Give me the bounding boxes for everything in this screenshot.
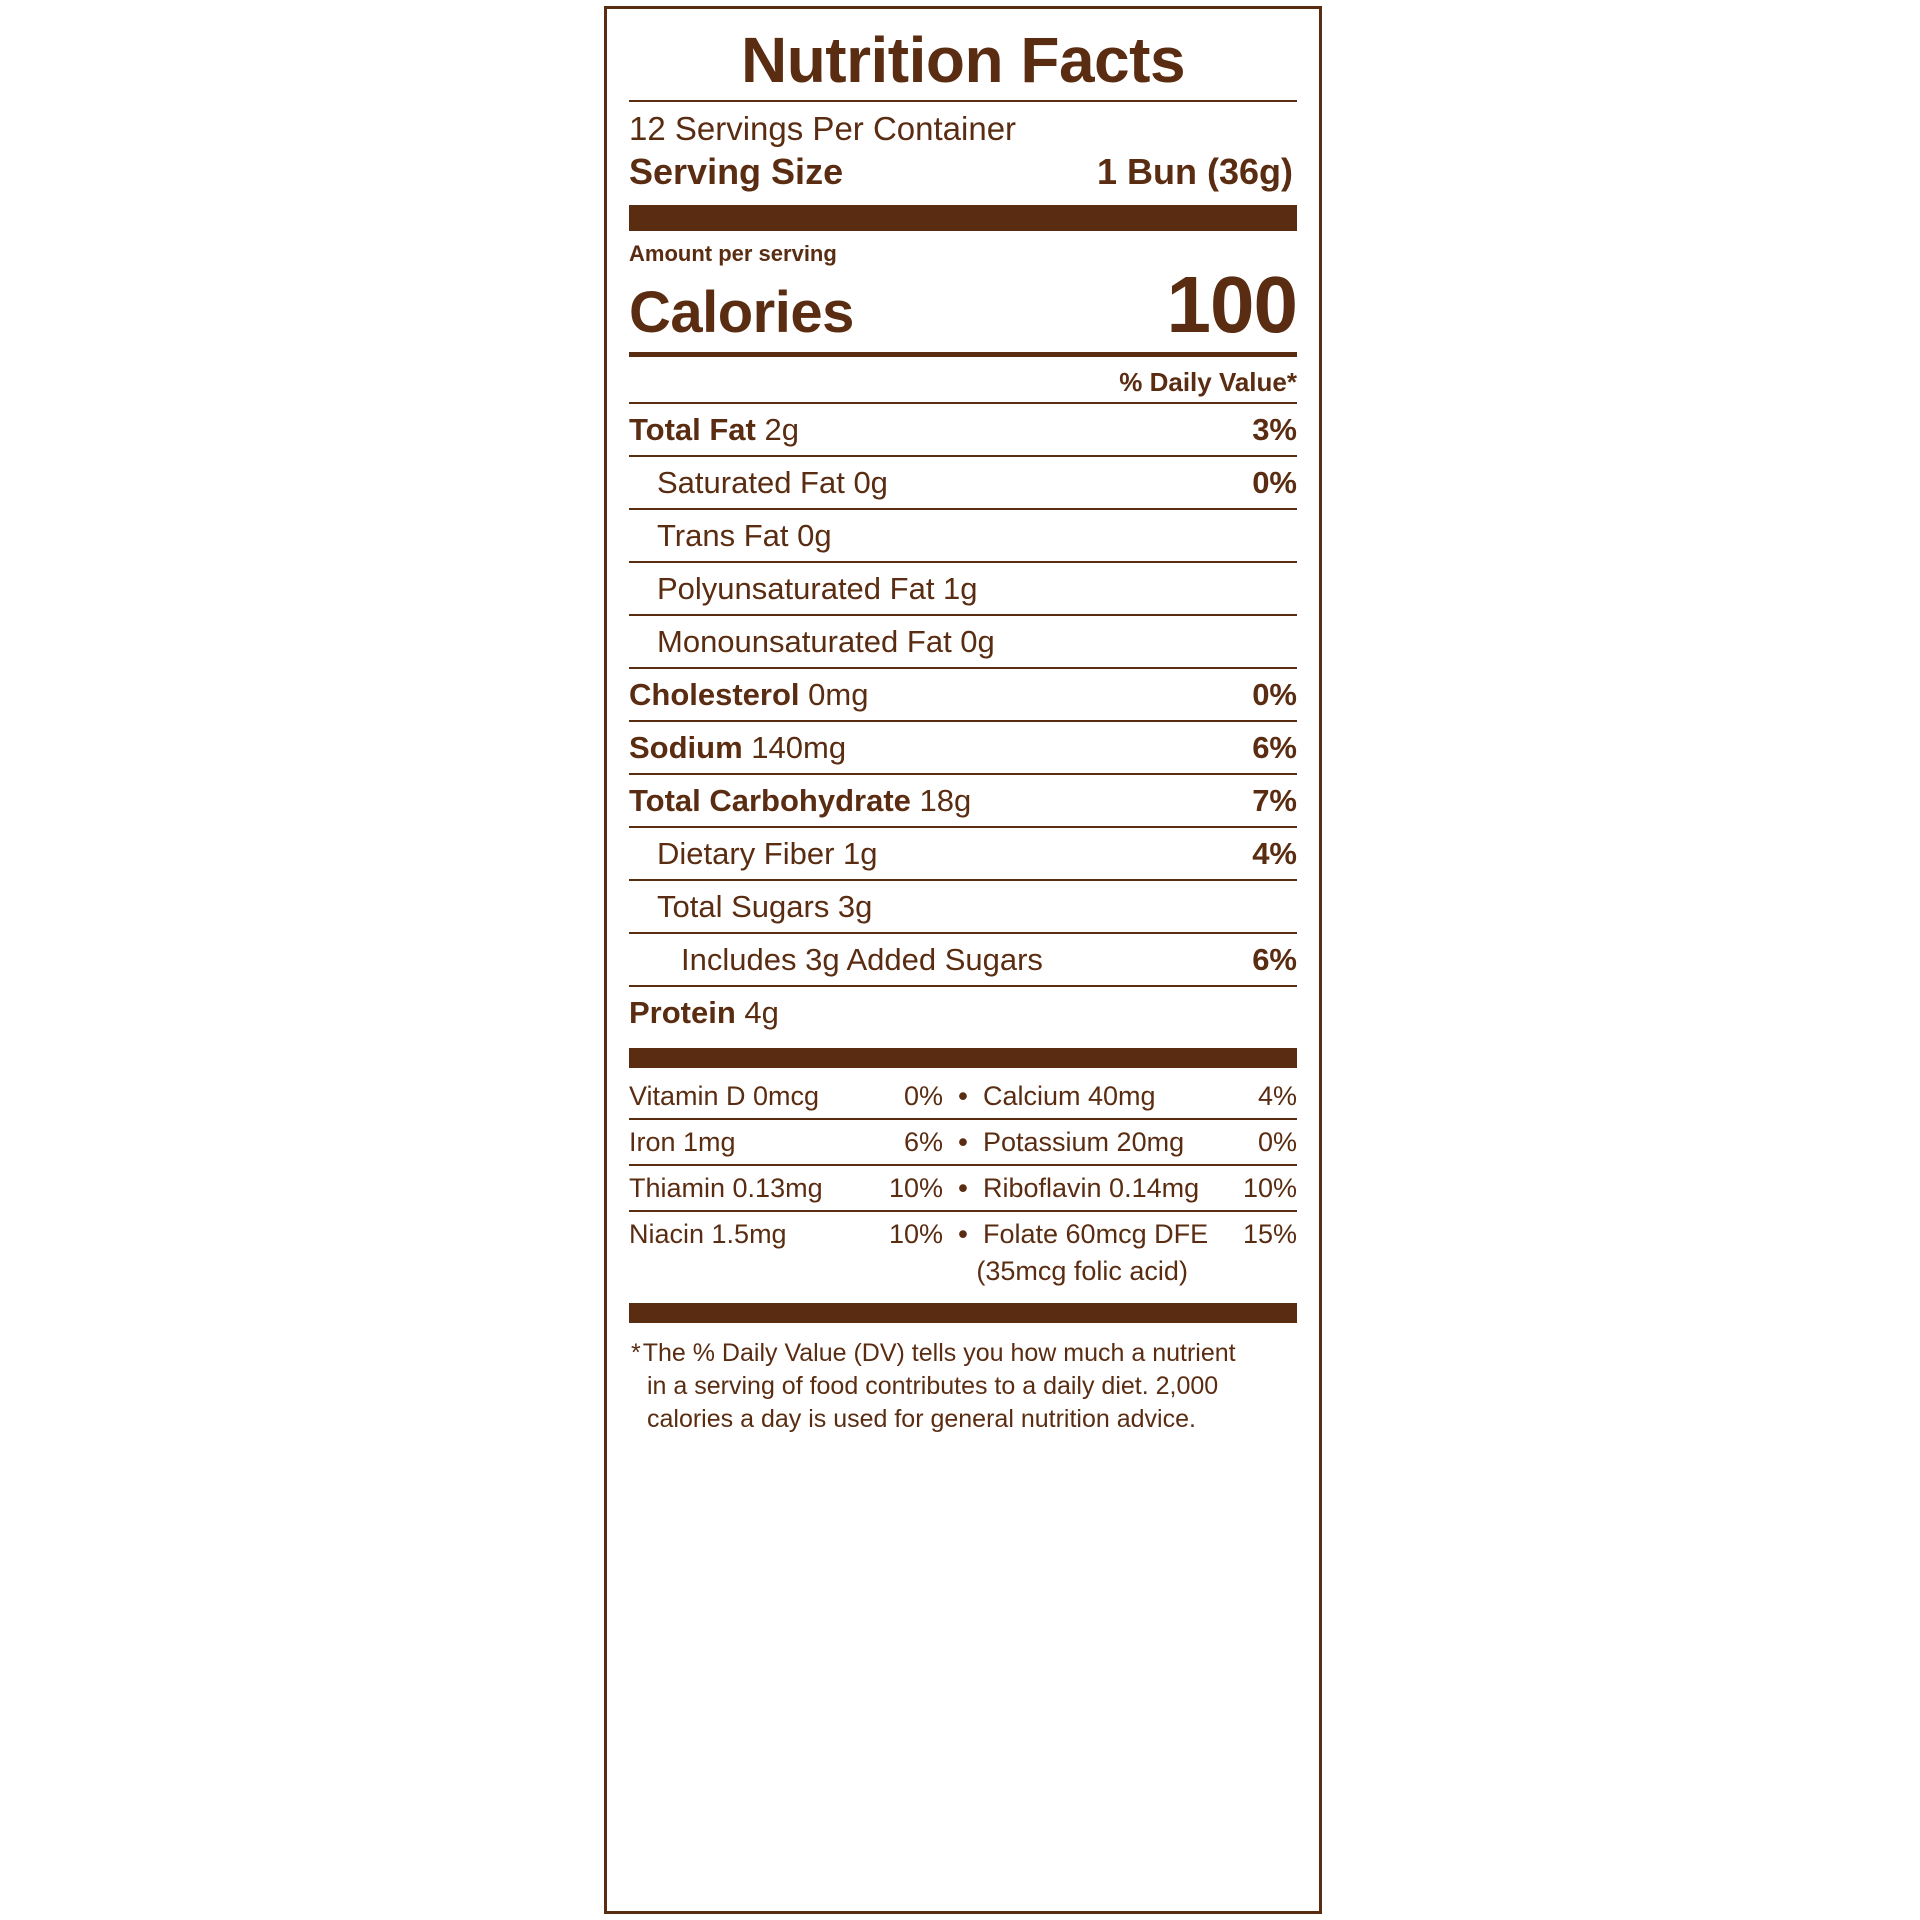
divider-thick-vitamins <box>629 1048 1297 1068</box>
row-total-fat-amount: 2g <box>755 412 799 448</box>
calories-label: Calories <box>629 280 854 346</box>
folate-subtext: (35mcg folic acid) <box>976 1256 1188 1287</box>
row-cholesterol <box>629 667 1297 720</box>
row-dietary-fiber-label: Dietary Fiber 1g <box>657 836 878 872</box>
row-sodium-name: Sodium <box>629 730 743 766</box>
divider-under-calories <box>629 352 1297 357</box>
row-saturated-fat-label: Saturated Fat 0g <box>657 465 888 501</box>
folate-name: Folate 60mcg DFE <box>983 1219 1209 1250</box>
row-sodium-label <box>629 730 846 766</box>
vitamin-d-dv: 0% <box>903 1081 943 1112</box>
divider-under-title <box>629 100 1297 102</box>
row-total-carbohydrate-dv: 7% <box>1252 783 1297 819</box>
row-saturated-fat <box>629 455 1297 508</box>
thiamin-name: Thiamin 0.13mg <box>629 1173 823 1204</box>
vitamin-cell-folate <box>973 1219 1297 1250</box>
folate-dv: 15% <box>1242 1219 1297 1250</box>
row-cholesterol-amount: 0mg <box>799 677 869 713</box>
row-total-carbohydrate-label <box>629 783 971 819</box>
row-trans-fat-label: Trans Fat 0g <box>657 518 832 554</box>
row-cholesterol-dv: 0% <box>1252 677 1297 713</box>
iron-dv: 6% <box>903 1127 943 1158</box>
thiamin-dv: 10% <box>888 1173 943 1204</box>
row-added-sugars-dv: 6% <box>1252 942 1297 978</box>
iron-name: Iron 1mg <box>629 1127 736 1158</box>
vitamin-cell-thiamin <box>629 1173 953 1204</box>
row-added-sugars <box>629 932 1297 985</box>
divider-thick-footnote <box>629 1303 1297 1323</box>
row-sodium <box>629 720 1297 773</box>
vitamin-cell-calcium <box>973 1081 1297 1112</box>
row-dietary-fiber-dv: 4% <box>1252 836 1297 872</box>
row-total-sugars-label: Total Sugars 3g <box>657 889 873 925</box>
row-total-carbohydrate-name: Total Carbohydrate <box>629 783 911 819</box>
vitamin-cell-niacin <box>629 1219 953 1250</box>
footnote <box>629 1329 1297 1436</box>
row-added-sugars-label: Includes 3g Added Sugars <box>681 942 1043 978</box>
footnote-line-3: calories a day is used for general nutrition advice. <box>647 1405 1196 1434</box>
row-total-fat-dv: 3% <box>1252 412 1297 448</box>
servings-per-container: 12 Servings Per Container <box>629 110 1017 148</box>
vitamin-d-name: Vitamin D 0mcg <box>629 1081 820 1112</box>
vitamin-row-2 <box>629 1118 1297 1164</box>
row-polyunsaturated-fat-label: Polyunsaturated Fat 1g <box>657 571 978 607</box>
row-total-carbohydrate-amount: 18g <box>910 783 972 819</box>
row-cholesterol-label <box>629 677 868 713</box>
vitamin-row-4 <box>629 1210 1297 1256</box>
riboflavin-dv: 10% <box>1242 1173 1297 1204</box>
row-cholesterol-name: Cholesterol <box>629 677 800 713</box>
calcium-dv: 4% <box>1257 1081 1297 1112</box>
footnote-line-1: The % Daily Value (DV) tells you how much a nutrient <box>642 1339 1236 1368</box>
serving-size-label: Serving Size <box>629 151 844 193</box>
vitamin-row-3 <box>629 1164 1297 1210</box>
row-total-carbohydrate <box>629 773 1297 826</box>
page-title: Nutrition Facts <box>740 24 1186 96</box>
footnote-star: * <box>631 1339 641 1368</box>
nutrition-facts-inner <box>629 24 1297 1436</box>
row-polyunsaturated-fat <box>629 561 1297 614</box>
row-protein <box>629 985 1297 1038</box>
vitamin-cell-riboflavin <box>973 1173 1297 1204</box>
row-monounsaturated-fat <box>629 614 1297 667</box>
potassium-name: Potassium 20mg <box>983 1127 1185 1158</box>
row-total-sugars <box>629 879 1297 932</box>
divider-thick-top <box>629 205 1297 231</box>
vitamin-row-1 <box>629 1074 1297 1118</box>
row-saturated-fat-dv: 0% <box>1252 465 1297 501</box>
row-protein-name: Protein <box>629 995 736 1031</box>
row-sodium-dv: 6% <box>1252 730 1297 766</box>
bullet-separator-icon: • <box>958 1081 968 1112</box>
riboflavin-name: Riboflavin 0.14mg <box>983 1173 1200 1204</box>
footnote-line-2: in a serving of food contributes to a daily diet. 2,000 <box>647 1372 1219 1401</box>
niacin-dv: 10% <box>888 1219 943 1250</box>
vitamin-cell-iron <box>629 1127 953 1158</box>
row-protein-amount: 4g <box>735 995 779 1031</box>
row-dietary-fiber <box>629 826 1297 879</box>
calcium-name: Calcium 40mg <box>983 1081 1156 1112</box>
potassium-dv: 0% <box>1257 1127 1297 1158</box>
calories-row <box>629 260 1297 350</box>
daily-value-header: % Daily Value* <box>1119 367 1297 398</box>
amount-per-serving-label: Amount per serving <box>629 241 837 267</box>
bullet-separator-icon: • <box>958 1127 968 1158</box>
row-trans-fat <box>629 508 1297 561</box>
serving-size-row <box>629 149 1297 195</box>
bullet-separator-icon: • <box>958 1173 968 1204</box>
vitamin-cell-vitamin-d <box>629 1081 953 1112</box>
niacin-name: Niacin 1.5mg <box>629 1219 787 1250</box>
nutrition-facts-panel <box>604 6 1322 1914</box>
row-total-fat-label <box>629 412 799 448</box>
row-protein-label <box>629 995 779 1031</box>
calories-value: 100 <box>1166 260 1297 350</box>
vitamin-cell-potassium <box>973 1127 1297 1158</box>
row-total-fat <box>629 402 1297 455</box>
row-sodium-amount: 140mg <box>742 730 847 766</box>
row-monounsaturated-fat-label: Monounsaturated Fat 0g <box>657 624 995 660</box>
bullet-separator-icon: • <box>958 1219 968 1250</box>
serving-size-value: 1 Bun (36g) <box>1096 151 1293 193</box>
row-total-fat-name: Total Fat <box>629 412 756 448</box>
